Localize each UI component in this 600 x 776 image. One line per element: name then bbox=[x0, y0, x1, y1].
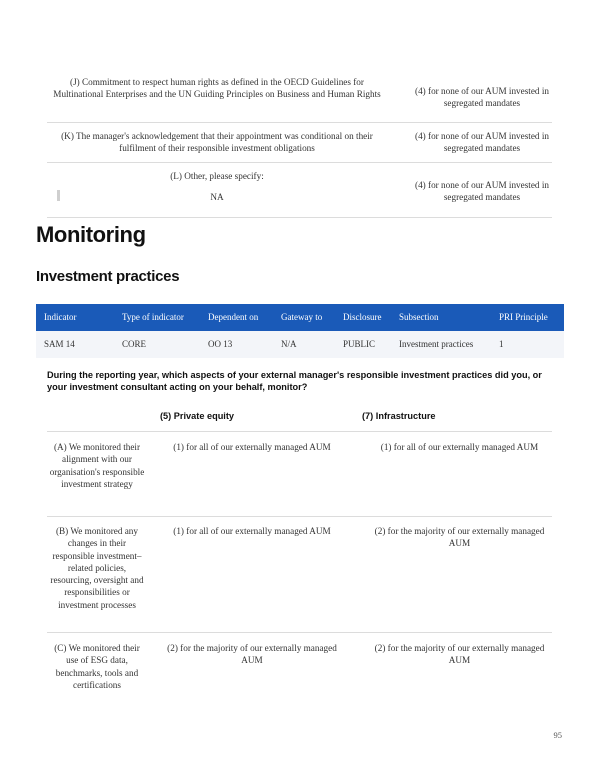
criteria-label-j: (J) Commitment to respect human rights as defined in the OECD Guidelines for Multinational Enterprises and the UN Guiding Principles on Business and Human Rights bbox=[53, 77, 381, 100]
criteria-row-l bbox=[47, 170, 552, 218]
column-infrastructure: (7) Infrastructure bbox=[362, 411, 436, 421]
header-pri-principle: PRI Principle bbox=[499, 312, 548, 322]
cell-subsection: Investment practices bbox=[399, 339, 474, 349]
text-field-marker bbox=[57, 190, 60, 201]
table-row bbox=[47, 431, 552, 517]
criteria-row-j bbox=[47, 76, 552, 123]
table-row bbox=[47, 633, 552, 703]
criteria-row-k bbox=[47, 130, 552, 163]
private-equity-value: (2) for the majority of our externally managed AUM bbox=[167, 643, 337, 666]
criteria-value-l: (4) for none of our AUM invested in segregated mandates bbox=[415, 180, 549, 203]
cell-disclosure: PUBLIC bbox=[343, 339, 376, 349]
table-row bbox=[47, 516, 552, 633]
cell-gateway-to: N/A bbox=[281, 339, 297, 349]
cell-type: CORE bbox=[122, 339, 147, 349]
question-text: During the reporting year, which aspects of your external manager's responsible investment practices did you, or your investment consultant acting on your behalf, monitor? bbox=[47, 370, 542, 392]
aspect-label: (C) We monitored their use of ESG data, benchmarks, tools and certifications bbox=[54, 643, 140, 690]
header-gateway-to: Gateway to bbox=[281, 312, 323, 322]
header-disclosure: Disclosure bbox=[343, 312, 382, 322]
criteria-other-value: NA bbox=[210, 192, 224, 202]
private-equity-value: (1) for all of our externally managed AUM bbox=[173, 526, 331, 536]
header-dependent-on: Dependent on bbox=[208, 312, 259, 322]
criteria-value-j: (4) for none of our AUM invested in segregated mandates bbox=[415, 86, 549, 109]
infrastructure-value: (1) for all of our externally managed AUM bbox=[380, 442, 539, 452]
column-private-equity: (5) Private equity bbox=[160, 411, 235, 421]
page-number: 95 bbox=[553, 730, 562, 740]
infrastructure-value: (2) for the majority of our externally managed AUM bbox=[374, 526, 545, 549]
cell-pri-principle: 1 bbox=[499, 339, 504, 349]
header-indicator: Indicator bbox=[44, 312, 77, 322]
section-title: Monitoring bbox=[36, 222, 146, 247]
private-equity-value: (1) for all of our externally managed AUM bbox=[173, 442, 331, 452]
subsection-title: Investment practices bbox=[36, 268, 180, 285]
header-type: Type of indicator bbox=[122, 312, 184, 322]
cell-indicator: SAM 14 bbox=[44, 339, 75, 349]
criteria-value-k: (4) for none of our AUM invested in segregated mandates bbox=[415, 131, 549, 154]
aspect-label: (A) We monitored their alignment with our organisation's responsible investment strategy bbox=[49, 442, 145, 489]
indicator-table-row bbox=[36, 331, 564, 358]
criteria-label-l: (L) Other, please specify: bbox=[170, 171, 264, 181]
infrastructure-value: (2) for the majority of our externally managed AUM bbox=[374, 643, 545, 666]
cell-dependent-on: OO 13 bbox=[208, 339, 233, 349]
aspect-label: (B) We monitored any changes in their responsible investment–related policies, resourcing, oversight and responsibilities or investment processes bbox=[50, 526, 144, 610]
header-subsection: Subsection bbox=[399, 312, 439, 322]
indicator-table-header bbox=[36, 304, 564, 331]
criteria-label-k: (K) The manager's acknowledgement that their appointment was conditional on their fulfilment of their responsible investment obligations bbox=[61, 131, 373, 154]
